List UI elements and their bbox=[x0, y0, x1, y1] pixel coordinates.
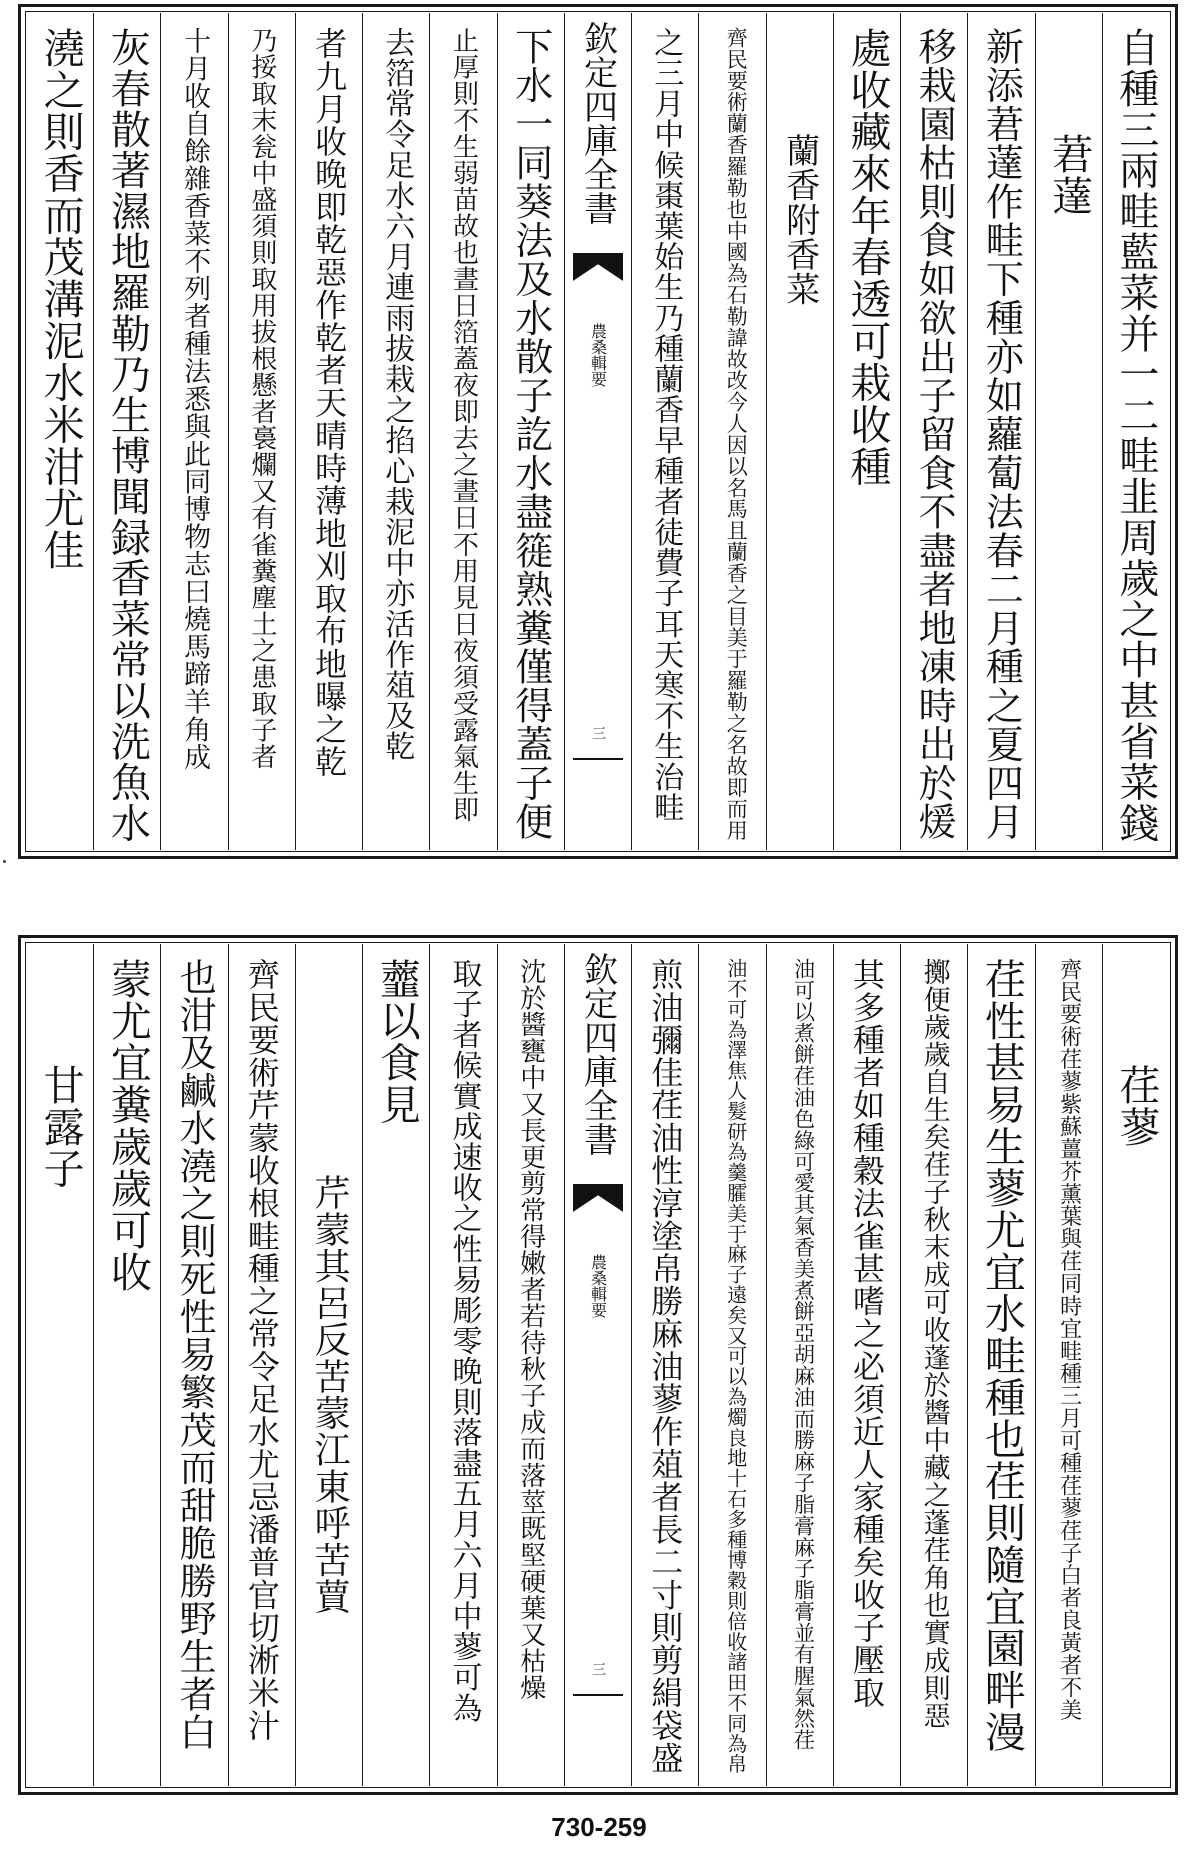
text-column bbox=[93, 13, 160, 850]
text-column bbox=[27, 13, 93, 850]
column-text: 新添莙薘作畦下種亦如蘿蔔法春二月種之夏四月 bbox=[979, 27, 1024, 841]
text-column bbox=[497, 13, 564, 850]
text-column bbox=[766, 13, 833, 850]
column-text: 沈於醬甕中又長更剪常得嫩者若待秋子成而落莖既堅硬葉又枯燥 bbox=[515, 958, 546, 1701]
fish-tail-mark bbox=[573, 253, 623, 281]
text-column bbox=[698, 13, 765, 850]
section-heading: 蘭香附香菜 bbox=[779, 133, 820, 307]
column-text-small: 油不可為澤焦人髮研為羹臛美于麻子遠矣又可以為燭良地十石多種博穀則倍收諸田不同為帛 bbox=[723, 958, 748, 1774]
book-center-column bbox=[564, 13, 631, 850]
text-column bbox=[1035, 13, 1102, 850]
text-column bbox=[295, 944, 362, 1786]
column-text: 乃挼取末瓮中盛須則取用拔根懸者裛爛又有雀糞塵土之患取子者 bbox=[246, 27, 277, 770]
section-heading: 甘露子 bbox=[36, 1064, 85, 1190]
column-text: 灰春散著濕地羅勒乃生博聞録香菜常以洗魚水 bbox=[104, 27, 151, 843]
section-heading: 荏蓼 bbox=[1112, 1064, 1161, 1148]
page-top-columns bbox=[27, 13, 1169, 850]
column-text: 煎油彌佳荏油性淳塗帛勝麻油蓼作葅者長二寸則剪絹袋盛 bbox=[646, 958, 685, 1774]
text-column bbox=[1102, 944, 1169, 1786]
column-text: 其多種者如種穀法雀甚嗜之必須近人家種矣收子壓取 bbox=[847, 958, 886, 1709]
text-column bbox=[766, 944, 833, 1786]
text-column bbox=[900, 13, 967, 850]
text-column bbox=[228, 944, 295, 1786]
text-column bbox=[160, 13, 227, 850]
section-heading: 莙薘 bbox=[1045, 133, 1094, 217]
column-text-small: 齊民要術蘭香羅勒也中國為石勒諱故改今人因以名馬且蘭香之目美于羅勒之名故即而用 bbox=[724, 27, 749, 841]
text-column bbox=[429, 13, 496, 850]
column-text: 處收藏來年春透可栽收種 bbox=[843, 27, 892, 488]
page-bottom bbox=[18, 935, 1178, 1795]
column-text: 自種三兩畦藍菜并一二畦韭周歲之中甚省菜錢 bbox=[1112, 27, 1159, 843]
page-top bbox=[18, 4, 1178, 859]
column-text: 去箔常令足水六月連雨拔栽之掐心栽泥中亦活作葅及乾 bbox=[379, 27, 415, 762]
folio-number: 三 bbox=[590, 1662, 606, 1676]
folio-number: 三 bbox=[590, 726, 606, 740]
column-text: 取子者候實成速收之性易彫零晚則落盡五月六月中蓼可為 bbox=[446, 958, 482, 1723]
column-text: 也泔及鹹水澆之則死性易繁茂而甜脆勝野生者白 bbox=[173, 958, 217, 1751]
book-name: 農桑輯要 bbox=[588, 323, 608, 387]
text-column bbox=[1035, 944, 1102, 1786]
page-bottom-columns bbox=[27, 944, 1169, 1786]
book-title: 欽定四庫全書 bbox=[577, 21, 618, 225]
section-heading: 芹蒙其呂反苦蒙江東呼苦蕒 bbox=[309, 1174, 351, 1615]
text-column bbox=[362, 944, 429, 1786]
text-column bbox=[160, 944, 227, 1786]
text-column bbox=[833, 944, 900, 1786]
column-text: 齊民要術荏蓼紫蘇薑芥薰葉與荏同時宜畦種三月可種荏蓼荏子白者良黃者不美 bbox=[1056, 958, 1082, 1721]
column-text: 止厚則不生弱苗故也晝日箔蓋夜即去之晝日不用見日夜須受露氣生即 bbox=[448, 27, 479, 823]
text-column bbox=[228, 13, 295, 850]
folio-rule bbox=[573, 758, 623, 760]
text-column bbox=[631, 13, 698, 850]
text-column bbox=[833, 13, 900, 850]
scan-speck bbox=[3, 860, 6, 863]
column-text: 下水一同葵法及水散子訖水盡簁熟糞僅得蓋子便 bbox=[508, 27, 553, 841]
text-column bbox=[429, 944, 496, 1786]
text-column bbox=[27, 944, 93, 1786]
column-text: 之三月中候棗葉始生乃種蘭香早種者徒費子耳天寒不生治畦 bbox=[648, 27, 684, 823]
column-text-small: 油可以煮餅荏油色綠可愛其氣香美煮餅亞胡麻油而勝麻子脂膏麻子脂膏並有腥氣然荏 bbox=[791, 958, 816, 1751]
text-column bbox=[967, 944, 1034, 1786]
page-code: 730-259 bbox=[551, 1812, 647, 1842]
column-text: 蒙尤宜糞歲歲可收 bbox=[103, 958, 152, 1293]
text-column bbox=[967, 13, 1034, 850]
text-column bbox=[362, 13, 429, 850]
column-text: 十月收自餘雜香菜不列者種法悉與此同博物志曰燒馬蹄羊角成 bbox=[179, 27, 211, 771]
text-column bbox=[698, 944, 765, 1786]
column-text: 虀以食見 bbox=[372, 958, 421, 1126]
text-column bbox=[631, 944, 698, 1786]
text-column bbox=[1102, 13, 1169, 850]
text-column bbox=[295, 13, 362, 850]
book-center-column bbox=[564, 944, 631, 1786]
folio-rule bbox=[573, 1694, 623, 1696]
book-title: 欽定四庫全書 bbox=[577, 952, 618, 1156]
book-name: 農桑輯要 bbox=[588, 1254, 608, 1318]
fish-tail-mark bbox=[573, 1184, 623, 1212]
text-column bbox=[900, 944, 967, 1786]
column-text: 移栽園枯則食如欲出子留食不盡者地凍時出於煖 bbox=[912, 27, 957, 841]
column-text: 者九月收晚即乾惡作乾者天晴時薄地刈取布地曝之乾 bbox=[310, 27, 349, 778]
column-text: 擲便歲歲自生矣荏子秋末成可收蓬於醬中藏之蓬荏角也實成則惡 bbox=[918, 958, 950, 1730]
column-text: 澆之則香而茂溝泥水米泔尤佳 bbox=[36, 27, 85, 571]
column-text: 齊民要術芹蒙收根畦種之常令足水尤忌潘普官切淅米汁 bbox=[242, 958, 281, 1742]
column-text: 荏性甚易生蓼尤宜水畦種也荏則隨宜園畔漫 bbox=[977, 958, 1026, 1753]
text-column bbox=[497, 944, 564, 1786]
text-column bbox=[93, 944, 160, 1786]
